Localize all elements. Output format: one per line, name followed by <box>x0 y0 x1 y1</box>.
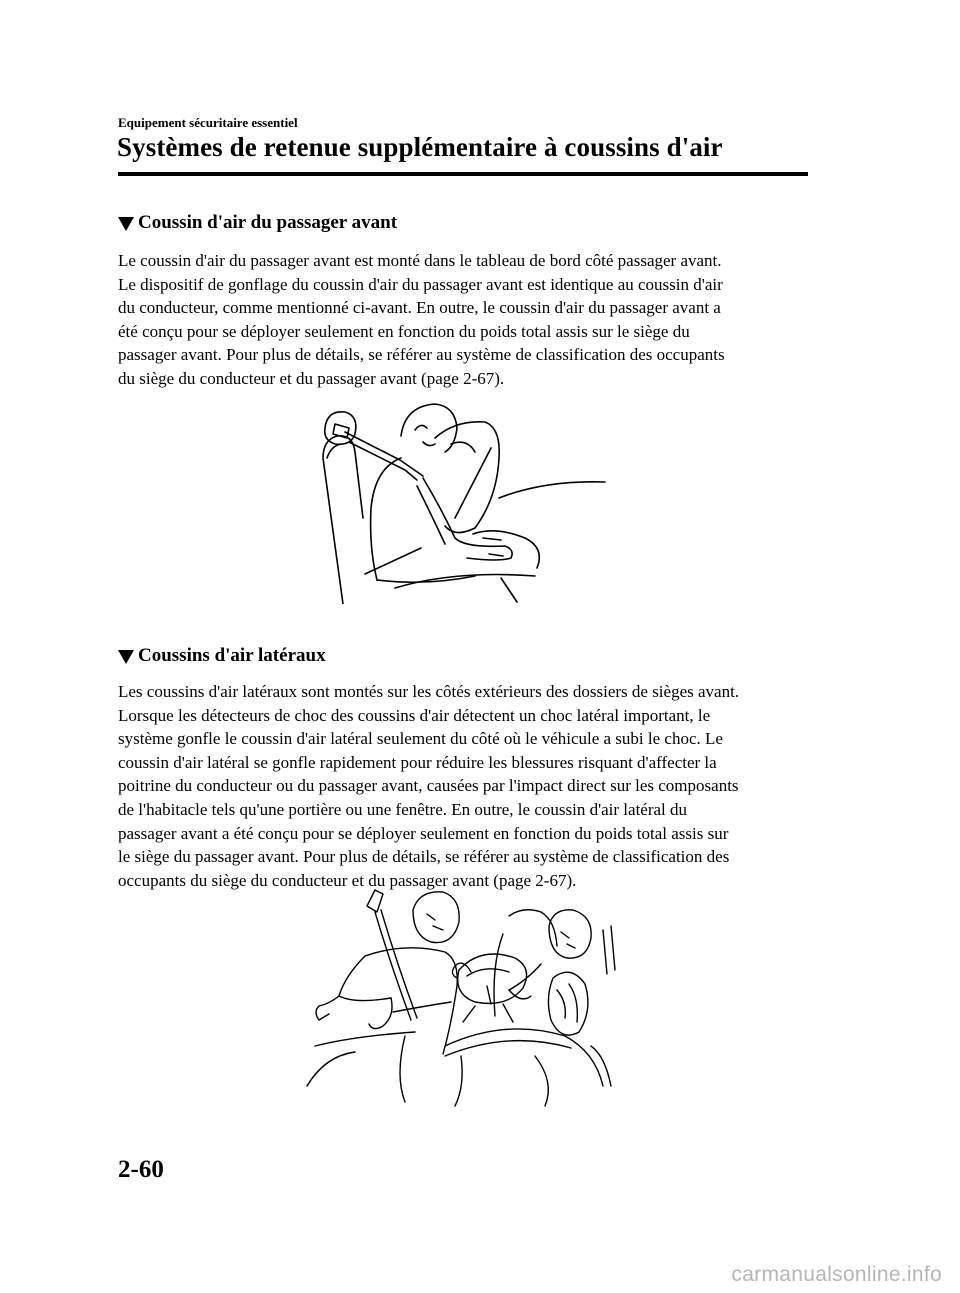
heading-side-airbags <box>118 645 326 667</box>
heading-text: Coussins d'air latéraux <box>138 645 326 666</box>
triangle-bullet-icon <box>118 650 134 664</box>
page-number: 2-60 <box>118 1156 164 1183</box>
text-line: Le dispositif de gonflage du coussin d'air du passager avant est identique au coussin d'air <box>118 274 723 294</box>
text-line: système gonfle le coussin d'air latéral seulement du côté où le véhicule a subi le choc. Le <box>118 729 723 749</box>
header-rule <box>118 172 808 176</box>
text-line: occupants du siège du conducteur et du passager avant (page 2-67). <box>118 870 577 890</box>
heading-front-passenger-airbag <box>118 212 397 234</box>
chapter-title: Systèmes de retenue supplémentaire à coussins d'air <box>117 132 723 162</box>
text-line: Les coussins d'air latéraux sont montés sur les côtés extérieurs des dossiers de sièges avant. <box>118 682 740 701</box>
section-label: Equipement sécuritaire essentiel <box>118 115 298 130</box>
paragraph-side-airbags <box>118 680 818 892</box>
text-line: été conçu pour se déployer seulement en fonction du poids total assis sur le siège du <box>118 321 690 341</box>
illustration-side-airbags <box>295 886 620 1108</box>
heading-text: Coussin d'air du passager avant <box>138 212 398 233</box>
text-line: du conducteur, comme mentionné ci-avant. En outre, le coussin d'air du passager avant a <box>118 298 721 318</box>
text-line: coussin d'air latéral se gonfle rapidement pour réduire les blessures risquant d'affecter la <box>118 752 717 772</box>
text-line: passager avant a été conçu pour se déployer seulement en fonction du poids total assis sur <box>118 823 729 843</box>
illustration-passenger-airbag <box>305 398 610 604</box>
text-line: Lorsque les détecteurs de choc des coussins d'air détectent un choc latéral important, le <box>118 705 711 725</box>
text-line: le siège du passager avant. Pour plus de détails, se référer au système de classification des <box>118 847 730 867</box>
paragraph-front-passenger-airbag <box>118 249 818 391</box>
text-line: passager avant. Pour plus de détails, se référer au système de classification des occupants <box>118 345 725 365</box>
triangle-bullet-icon <box>118 217 134 231</box>
text-line: de l'habitacle tels qu'une portière ou une fenêtre. En outre, le coussin d'air latéral du <box>118 799 688 819</box>
watermark: carmanualsonline.info <box>731 1263 942 1286</box>
text-line: du siège du conducteur et du passager avant (page 2-67). <box>118 368 505 388</box>
text-line: poitrine du conducteur ou du passager avant, causées par l'impact direct sur les composants <box>118 776 739 796</box>
text-line: Le coussin d'air du passager avant est monté dans le tableau de bord côté passager avant. <box>118 251 722 270</box>
